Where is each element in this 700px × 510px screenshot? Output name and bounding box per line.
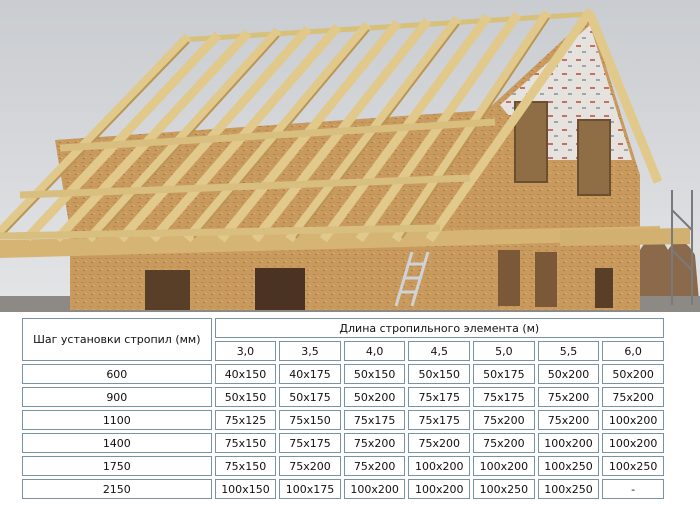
table-cell: 75х150 xyxy=(215,456,277,476)
row-step-cell: 1750 xyxy=(22,456,212,476)
table-cell: 50х200 xyxy=(344,387,406,407)
table-cell: 75х175 xyxy=(279,433,341,453)
table-corner-label: Шаг установки стропил (мм) xyxy=(22,318,212,361)
table-cell: 75х175 xyxy=(408,387,470,407)
length-header-cell: 6,0 xyxy=(602,341,664,361)
rafter-table xyxy=(19,315,667,502)
table-cell: 50х150 xyxy=(408,364,470,384)
table-cell: 75х175 xyxy=(344,410,406,430)
table-cell: 100х250 xyxy=(538,456,600,476)
table-cell: 50х200 xyxy=(538,364,600,384)
table-cell: 75х200 xyxy=(408,433,470,453)
table-cell: 100х200 xyxy=(602,433,664,453)
table-cell: 75х150 xyxy=(279,410,341,430)
table-row xyxy=(22,479,664,499)
table-row xyxy=(22,364,664,384)
table-cell: 75х200 xyxy=(279,456,341,476)
table-cell: 75х200 xyxy=(473,433,535,453)
row-step-cell: 1400 xyxy=(22,433,212,453)
row-step-cell: 600 xyxy=(22,364,212,384)
table-row xyxy=(22,456,664,476)
length-header-cell: 3,0 xyxy=(215,341,277,361)
row-step-cell: 2150 xyxy=(22,479,212,499)
table-cell: 75х175 xyxy=(408,410,470,430)
table-cell: 40х150 xyxy=(215,364,277,384)
row-step-cell: 1100 xyxy=(22,410,212,430)
length-header-cell: 5,0 xyxy=(473,341,535,361)
table-cell: 50х175 xyxy=(279,387,341,407)
table-cell: 75х200 xyxy=(538,387,600,407)
table-cell: 75х125 xyxy=(215,410,277,430)
table-cell: 50х150 xyxy=(344,364,406,384)
table-cell: 75х200 xyxy=(344,456,406,476)
table-cell: 100х200 xyxy=(473,456,535,476)
table-cell: 100х150 xyxy=(215,479,277,499)
table-cell: 100х250 xyxy=(602,456,664,476)
table-row xyxy=(22,433,664,453)
table-row xyxy=(22,387,664,407)
table-cell: 40х175 xyxy=(279,364,341,384)
table-cell: 100х250 xyxy=(538,479,600,499)
table-row xyxy=(22,410,664,430)
table-cell: 100х200 xyxy=(408,479,470,499)
table-header-row xyxy=(22,318,664,338)
table-cell: 100х175 xyxy=(279,479,341,499)
table-cell: 75х200 xyxy=(473,410,535,430)
table-cell: 50х150 xyxy=(215,387,277,407)
length-header-cell: 4,5 xyxy=(408,341,470,361)
table-cell: 100х200 xyxy=(538,433,600,453)
table-cell: 100х250 xyxy=(473,479,535,499)
rafter-section-table xyxy=(22,318,670,506)
table-cell: 50х175 xyxy=(473,364,535,384)
table-cell: 75х200 xyxy=(602,387,664,407)
table-cell: - xyxy=(602,479,664,499)
length-header-cell: 5,5 xyxy=(538,341,600,361)
table-cell: 75х175 xyxy=(473,387,535,407)
row-step-cell: 900 xyxy=(22,387,212,407)
table-cell: 75х200 xyxy=(344,433,406,453)
table-cell: 75х150 xyxy=(215,433,277,453)
table-length-header: Длина стропильного элемента (м) xyxy=(215,318,664,338)
table-cell: 100х200 xyxy=(602,410,664,430)
table-cell: 75х200 xyxy=(538,410,600,430)
table-cell: 100х200 xyxy=(344,479,406,499)
table-cell: 50х200 xyxy=(602,364,664,384)
table-cell: 100х200 xyxy=(408,456,470,476)
length-header-cell: 4,0 xyxy=(344,341,406,361)
length-header-cell: 3,5 xyxy=(279,341,341,361)
